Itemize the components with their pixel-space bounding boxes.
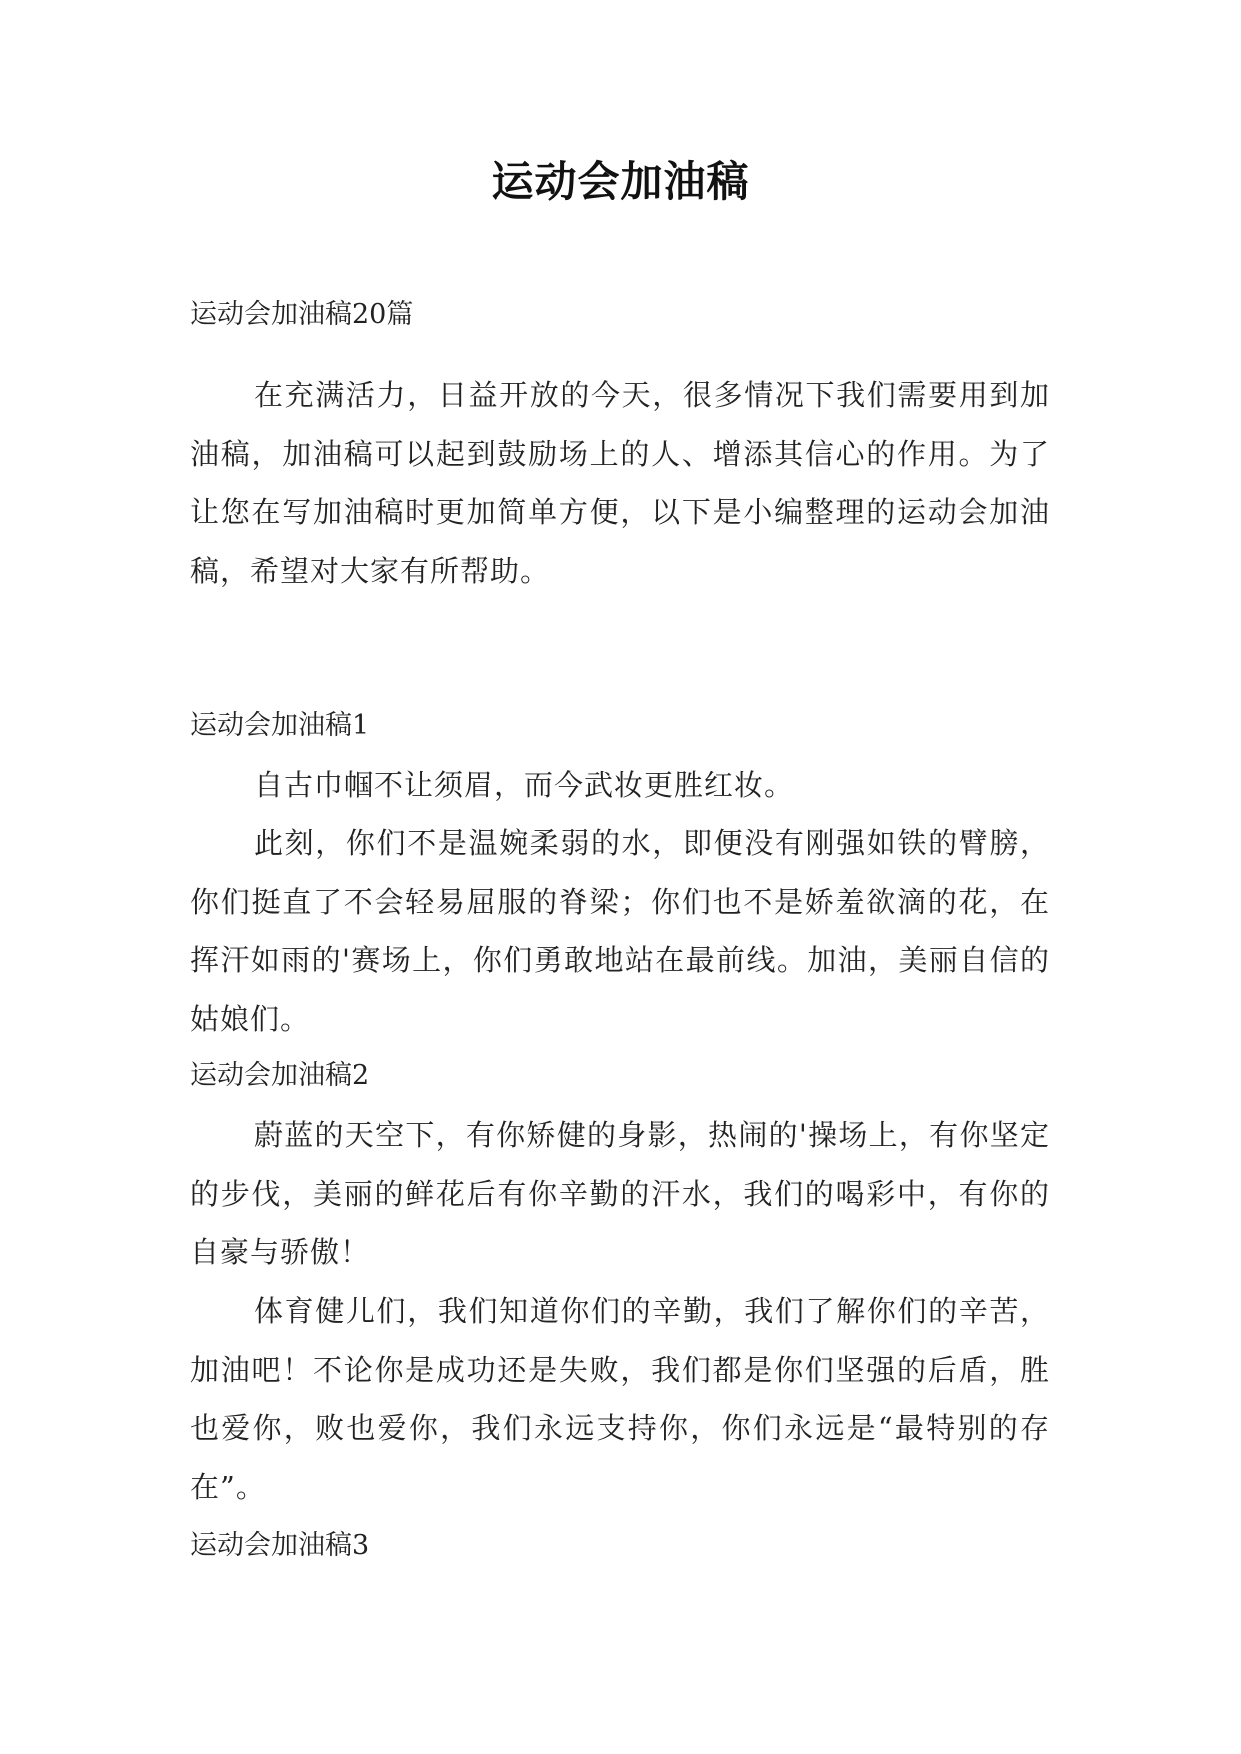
section-heading-1: 运动会加油稿1 <box>190 710 370 741</box>
intro-paragraph: 在充满活力，日益开放的今天，很多情况下我们需要用到加油稿，加油稿可以起到鼓励场上的人、增添其信心的作用。为了让您在写加油稿时更加简单方便，以下是小编整理的运动会加油稿，希望对大家有所帮助。 <box>190 378 1050 588</box>
section-1-paragraph-1: 自古巾帼不让须眉，而今武妆更胜红妆。 <box>254 768 795 802</box>
document-title: 运动会加油稿 <box>491 157 750 206</box>
document-subtitle: 运动会加油稿20篇 <box>190 299 414 330</box>
section-2-paragraph-1: 蔚蓝的天空下，有你矫健的身影，热闹的'操场上，有你坚定的步伐，美丽的鲜花后有你辛勤的汗水，我们的喝彩中，有你的自豪与骄傲！ <box>190 1118 1050 1269</box>
section-2-paragraph-2: 体育健儿们，我们知道你们的辛勤，我们了解你们的辛苦，加油吧！不论你是成功还是失败，我们都是你们坚强的后盾，胜也爱你，败也爱你，我们永远支持你，你们永远是“最特别的存在”。 <box>190 1294 1050 1504</box>
section-1-paragraph-2: 此刻，你们不是温婉柔弱的水，即便没有刚强如铁的臂膀，你们挺直了不会轻易屈服的脊梁；你们也不是娇羞欲滴的花，在挥汗如雨的'赛场上，你们勇敢地站在最前线。加油，美丽自信的姑娘们。 <box>190 826 1050 1036</box>
section-heading-2: 运动会加油稿2 <box>190 1060 370 1091</box>
section-heading-3: 运动会加油稿3 <box>190 1530 370 1561</box>
